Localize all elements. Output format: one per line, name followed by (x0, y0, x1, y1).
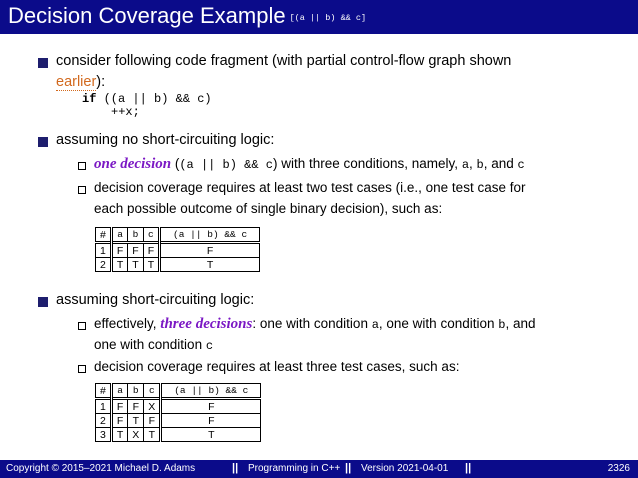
bullet-2-sub-1 (94, 156, 525, 173)
bullet-2: assuming no short-circuiting logic: (56, 132, 275, 148)
footer-separator: || (345, 462, 352, 474)
bullet-2-sub-2: decision coverage requires at least two test cases (i.e., one test case for (94, 180, 526, 195)
table-cell: T (128, 414, 144, 428)
code-line-1: ((a || b) && c) (96, 92, 212, 106)
table-cell: F (111, 243, 127, 258)
truth-table-1 (95, 227, 260, 272)
table-cell: T (143, 258, 159, 272)
cond-a: a (461, 158, 470, 172)
col-header: b (128, 228, 143, 243)
table-cell: X (128, 428, 144, 442)
table-cell: F (160, 243, 260, 258)
table-row (96, 399, 261, 414)
table-cell: T (144, 428, 161, 442)
text-fragment: one with condition (94, 337, 206, 352)
bullet-3-sub-1-cont (94, 337, 213, 353)
text-fragment: ) with three conditions, namely, (272, 156, 462, 171)
code-fragment (82, 93, 212, 119)
col-header: c (143, 228, 159, 243)
table-row (96, 243, 260, 258)
col-header: # (96, 384, 112, 399)
bullet-marker (38, 58, 48, 68)
table-cell: T (128, 258, 143, 272)
text-fragment: effectively, (94, 316, 161, 331)
table-cell: F (128, 243, 143, 258)
cond-a: a (371, 318, 379, 332)
code-line-2: ++x; (111, 105, 140, 119)
col-header: a (111, 384, 127, 399)
table-cell: F (161, 414, 261, 428)
col-header: c (144, 384, 161, 399)
table-cell: F (111, 399, 127, 414)
cond-c: c (205, 339, 214, 353)
table-header-row (96, 228, 260, 243)
table-cell: F (143, 243, 159, 258)
sub-bullet-marker (78, 162, 86, 170)
slide-title-text: Decision Coverage Example (8, 3, 286, 28)
bullet-1-text: consider following code fragment (with partial control-flow graph shown (56, 53, 512, 69)
table-cell: T (111, 258, 127, 272)
footer-copyright: Copyright © 2015–2021 Michael D. Adams (6, 463, 196, 474)
sub-bullet-marker (78, 322, 86, 330)
table-cell: F (128, 399, 144, 414)
cond-c: c (517, 158, 525, 172)
footer-separator: || (232, 462, 239, 474)
slide-title-code: [(a || b) && c] (289, 13, 367, 23)
table-cell: T (160, 258, 260, 272)
text-fragment: , (469, 156, 477, 171)
bullet-1 (56, 53, 511, 69)
earlier-link[interactable]: earlier (56, 74, 97, 90)
table-cell: T (161, 428, 261, 442)
col-header: a (111, 228, 127, 243)
bullet-3-sub-2: decision coverage requires at least three test cases, such as: (94, 359, 460, 374)
col-header: (a || b) && c (160, 228, 260, 243)
text-fragment: , and (483, 156, 518, 171)
truth-table-2 (95, 383, 261, 442)
title-bar (0, 0, 638, 34)
table-cell: T (111, 428, 127, 442)
cond-b: b (498, 318, 506, 332)
table-cell: 2 (96, 414, 112, 428)
bullet-2-sub-2-cont: each possible outcome of single binary decision), such as: (94, 201, 443, 216)
bullet-marker (38, 137, 48, 147)
bullet-1-cont (56, 74, 105, 90)
bullet-3-sub-1 (94, 316, 535, 333)
three-decisions-emphasis: three decisions (160, 316, 253, 332)
table-cell: 1 (96, 243, 112, 258)
table-row (96, 258, 260, 272)
footer-bar (0, 460, 638, 478)
table-row (96, 428, 261, 442)
footer-separator: || (465, 462, 472, 474)
cond-b: b (476, 158, 484, 172)
code-keyword: if (82, 92, 97, 106)
one-decision-emphasis: one decision (94, 156, 172, 172)
table-cell: F (144, 414, 161, 428)
text-fragment: ( (171, 156, 180, 171)
table-cell: F (111, 414, 127, 428)
bullet-1-end: ): (96, 74, 106, 90)
page-number: 2326 (607, 463, 630, 474)
col-header: (a || b) && c (161, 384, 261, 399)
table-cell: X (144, 399, 161, 414)
col-header: # (96, 228, 112, 243)
table-row (96, 414, 261, 428)
slide-title (8, 3, 366, 29)
table-cell: 1 (96, 399, 112, 414)
table-cell: 2 (96, 258, 112, 272)
decision-code: (a || b) && c (179, 158, 273, 172)
table-header-row (96, 384, 261, 399)
footer-version: Version 2021-04-01 (361, 463, 449, 474)
table-cell: F (161, 399, 261, 414)
footer-course: Programming in C++ (248, 463, 341, 474)
sub-bullet-marker (78, 365, 86, 373)
sub-bullet-marker (78, 186, 86, 194)
text-fragment: : one with condition (252, 316, 372, 331)
text-fragment: , one with condition (378, 316, 499, 331)
bullet-3: assuming short-circuiting logic: (56, 292, 255, 308)
text-fragment: , and (505, 316, 536, 331)
col-header: b (128, 384, 144, 399)
bullet-marker (38, 297, 48, 307)
table-cell: 3 (96, 428, 112, 442)
